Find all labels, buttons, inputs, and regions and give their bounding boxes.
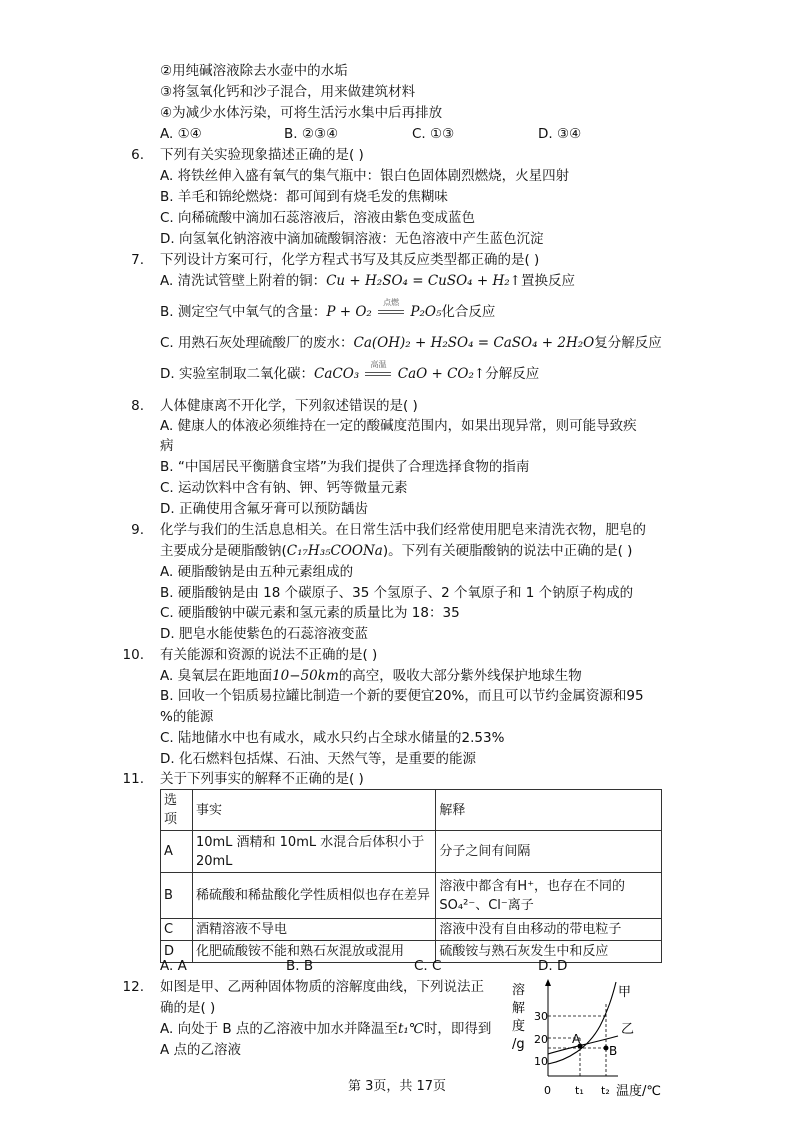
- q12-option-a-line2: A 点的乙溶液: [160, 1042, 242, 1058]
- q8-option-d: D. 正确使用含氟牙膏可以预防龋齿: [160, 501, 368, 517]
- q7-option-d-products: CaO + CO₂↑: [397, 366, 486, 382]
- q12-option-a-b: 时，即得到: [423, 1021, 492, 1037]
- q11-option-d: D. D: [538, 958, 568, 974]
- q11-option-a: A. A: [160, 958, 187, 974]
- table-cell-explanation: 溶液中都含有H⁺，也存在不同的SO₄²⁻、Cl⁻离子: [436, 873, 662, 919]
- q12-option-a-a: A. 向处于 B 点的乙溶液中加水并降温至: [160, 1021, 398, 1037]
- q7-option-d: [160, 360, 540, 384]
- q8-option-a-line1: A. 健康人的体液必须维持在一定的酸碱度范围内，如果出现异常，则可能导致疾: [160, 418, 637, 434]
- point-a-label: A: [572, 1032, 581, 1046]
- exam-page: ②用纯碱溶液除去水壶中的水垢 ③将氢氧化钙和沙子混合，用来做建筑材料 ④为减少水体污染，可将生活污水集中后再排放 A. ①④ B. ②③④ C. ①③ D. ③④ 6. 下列有关实验现象描述正确的是( ) A. 将铁丝伸入盛有氧气的集气瓶中：银白色固体剧烈燃烧，火星四射 B. 羊毛和锦纶燃烧：都可闻到有烧毛发的焦糊味 C. 向稀硫酸中滴加石蕊溶液后，溶液由紫色变成蓝色 D. 向氢氧化钠溶液中滴加硫酸铜溶液：无色溶液中产生蓝色沉淀 7. 下列设计方案可行，化学方程式书写及其反应类型都正确的是( ) A. 清洗试管壁上附着的铜：Cu + H₂SO₄ = CuSO₄ + H₂↑置换反应 B. 测定空气中氧气的含量：P + O₂ 点燃 P₂O₅化合反应 C. 用熟石灰处理硫酸厂的废水：Ca(OH)₂ + H₂SO₄ = CaSO₄ + 2H₂O复分解反应 D. 实验室制取二氧化碳：CaCO₃ 高温 CaO + CO₂↑分解反应 8. 人体健康离不开化学，下列叙述错误的是( ) A. 健康人的体液必须维持在一定的酸碱度范围内，如果出现异常，则可能导致疾 病 B. “中国居民平衡膳食宝塔”为我们提供了合理选择食物的指南 C. 运动饮料中含有钠、钾、钙等微量元素 D. 正确使用含氟牙膏可以预防龋齿 9. 化学与我们的生活息息相关。在日常生活中我们经常使用肥皂来清洗衣物，肥皂的 主要成分是硬脂酸钠(C₁₇H₃₅COONa)。下列有关硬脂酸钠的说法中正确的是( ) A. 硬脂酸钠是由五种元素组成的 B. 硬脂酸钠是由 18 个碳原子、35 个氢原子、2 个氧原子和 1 个钠原子构成的 C. 硬脂酸钠中碳元素和氢元素的质量比为 18：35 D. 肥皂水能使紫色的石蕊溶液变蓝 10. 有关能源和资源的说法不正确的是( ) A. 臭氧层在距地面10−50km的高空，吸收大部分紫外线保护地球生物 B. 回收一个铝质易拉罐比制造一个新的要便宜20%，而且可以节约金属资源和95 %的能源 C. 陆地储水中也有咸水，咸水只约占全球水储量的2.53% D. 化石燃料包括煤、石油、天然气等，是重要的能源 11. 关于下列事实的解释不正确的是( ) 选项 事实 解释 A 10mL 酒精和 10mL 水混合后体积小于 20mL 分子之间有间隔 B 稀硫酸和稀盐酸化学性质相似也存在差异 溶液中都含有H⁺，也存在不同的SO₄²⁻、Cl⁻离子 C 酒精溶液不导电 溶液中没有自由移动的带电粒子 D 化肥硫酸铵不能和熟石灰混放或混用 硫酸铵与熟石灰发生中和反应 A. A B. B C. C D. D 12. 如图是甲、乙两种固体物质的溶解度曲线，下列说法正 确的是( ) A. 向处于 B 点的乙溶液中加水并降温至t₁℃时，即得到 A 点的乙溶液 溶 解 度 /g 30 20 10 0 t₁ t₂ 温度/℃ A B 甲 乙 第 3页，共 17页: [0, 0, 794, 1123]
- page-footer: 第 3页，共 17页: [347, 1079, 447, 1094]
- q5-item-3: ③将氢氧化钙和沙子混合，用来做建筑材料: [160, 84, 416, 100]
- q12-option-a-temperature: t₁℃: [397, 1021, 424, 1037]
- q7-option-c: [160, 333, 662, 353]
- y-tick-20: 20: [534, 1033, 548, 1046]
- table-cell-explanation: 溶液中没有自由移动的带电粒子: [436, 919, 662, 941]
- table-cell-option: B: [161, 873, 193, 919]
- q5-item-2: ②用纯碱溶液除去水壶中的水垢: [160, 63, 348, 79]
- table-cell-fact: 酒精溶液不导电: [192, 919, 435, 941]
- q7-option-d-condition: 高温: [370, 360, 387, 369]
- q7-option-d-text: D. 实验室制取二氧化碳：: [160, 366, 314, 382]
- table-row: [161, 831, 662, 873]
- table-cell-fact: 稀硫酸和稀盐酸化学性质相似也存在差异: [192, 873, 435, 919]
- series-yi-curve: [548, 1036, 618, 1054]
- q7-option-a-text: A. 清洗试管壁上附着的铜：: [160, 273, 327, 289]
- q9-option-b: B. 硬脂酸钠是由 18 个碳原子、35 个氢原子、2 个氧原子和 1 个钠原子构成的: [160, 585, 634, 601]
- q7-option-b-reactants: P + O₂: [326, 304, 372, 320]
- q9-option-a: A. 硬脂酸钠是由五种元素组成的: [160, 564, 354, 580]
- point-b-marker: [604, 1046, 609, 1051]
- q7-option-a-equation: Cu + H₂SO₄ = CuSO₄ + H₂↑: [326, 273, 521, 289]
- table-row: [161, 873, 662, 919]
- q10-option-c: C. 陆地储水中也有咸水，咸水只约占全球水储量的2.53%: [160, 730, 505, 746]
- table-header-cell: 解释: [436, 790, 662, 831]
- q7-option-d-type: 分解反应: [485, 366, 540, 382]
- y-axis-label-4: /g: [512, 1037, 525, 1052]
- y-axis-label-3: 度: [512, 1019, 526, 1034]
- q12-option-a-line1: [160, 1019, 491, 1039]
- q8-option-c: C. 运动饮料中含有钠、钾、钙等微量元素: [160, 480, 408, 496]
- q9-option-d: D. 肥皂水能使紫色的石蕊溶液变蓝: [160, 626, 368, 642]
- q7-stem: 下列设计方案可行，化学方程式书写及其反应类型都正确的是( ): [160, 252, 540, 268]
- q5-option-a: A. ①④: [160, 126, 202, 142]
- q5-item-4: ④为减少水体污染，可将生活污水集中后再排放: [160, 105, 443, 121]
- q6-stem: 下列有关实验现象描述正确的是( ): [160, 147, 364, 163]
- series-yi-label: 乙: [621, 1022, 635, 1037]
- q8-stem: 人体健康离不开化学，下列叙述错误的是( ): [160, 398, 418, 414]
- q6-option-a: A. 将铁丝伸入盛有氧气的集气瓶中：银白色固体剧烈燃烧，火星四射: [160, 168, 570, 184]
- table-row: [161, 941, 662, 963]
- table-row: [161, 919, 662, 941]
- q6-option-d: D. 向氢氧化钠溶液中滴加硫酸铜溶液：无色溶液中产生蓝色沉淀: [160, 231, 544, 247]
- y-axis-arrow-icon: [545, 979, 551, 986]
- q12-stem-line1: 如图是甲、乙两种固体物质的溶解度曲线，下列说法正: [160, 979, 484, 995]
- q7-option-c-equation: Ca(OH)₂ + H₂SO₄ = CaSO₄ + 2H₂O: [353, 335, 595, 351]
- q7-option-a-type: 置换反应: [520, 273, 575, 289]
- table-cell-fact: 10mL 酒精和 10mL 水混合后体积小于 20mL: [192, 831, 435, 873]
- x-tick-t1: t₁: [575, 1084, 584, 1097]
- q5-option-c: C. ①③: [412, 126, 455, 142]
- q7-option-b-product: P₂O₅: [410, 304, 442, 320]
- q5-option-b: B. ②③④: [284, 126, 339, 142]
- q11-table: [160, 789, 662, 963]
- y-tick-10: 10: [534, 1055, 548, 1068]
- q10-option-b-line1: B. 回收一个铝质易拉罐比制造一个新的要便宜20%，而且可以节约金属资源和95: [160, 688, 644, 704]
- table-header-cell: 事实: [192, 790, 435, 831]
- q9-option-c: C. 硬脂酸钠中碳元素和氢元素的质量比为 18：35: [160, 605, 460, 621]
- q6-option-b: B. 羊毛和锦纶燃烧：都可闻到有烧毛发的焦糊味: [160, 189, 448, 205]
- q10-option-a-b: 的高空，吸收大部分紫外线保护地球生物: [338, 668, 582, 684]
- q10-option-a: [160, 666, 582, 686]
- q7-option-a: [160, 271, 575, 291]
- q11-option-b: B. B: [286, 958, 314, 974]
- q5-option-d: D. ③④: [538, 126, 582, 142]
- q9-stem-line2-b: )。下列有关硬脂酸钠的说法中正确的是( ): [382, 543, 633, 559]
- q10-option-b-line2: %的能源: [160, 709, 214, 725]
- x-tick-0: 0: [544, 1084, 551, 1097]
- q10-option-a-range: 10−50km: [272, 668, 339, 684]
- y-axis-label-2: 解: [512, 1001, 526, 1016]
- q7-option-b-condition: 点燃: [383, 298, 400, 307]
- table-cell-option: C: [161, 919, 193, 941]
- point-b-label: B: [609, 1044, 618, 1058]
- table-header-cell: 选项: [161, 790, 193, 831]
- q9-stem-line2: [160, 541, 632, 561]
- q9-formula: C₁₇H₃₅COONa: [286, 543, 383, 559]
- table-cell-option: A: [161, 831, 193, 873]
- q8-option-b: B. “中国居民平衡膳食宝塔”为我们提供了合理选择食物的指南: [160, 459, 530, 475]
- q7-option-d-condition-arrow: [363, 360, 393, 384]
- table-cell-explanation: 分子之间有间隔: [436, 831, 662, 873]
- q6-option-c: C. 向稀硫酸中滴加石蕊溶液后，溶液由紫色变成蓝色: [160, 210, 476, 226]
- q9-stem-line1: 化学与我们的生活息息相关。在日常生活中我们经常使用肥皂来清洗衣物，肥皂的: [160, 522, 646, 538]
- x-tick-t2: t₂: [601, 1084, 610, 1097]
- table-header-row: [161, 790, 662, 831]
- table-cell-fact: 化肥硫酸铵不能和熟石灰混放或混用: [192, 941, 435, 963]
- q7-option-b-condition-arrow: [376, 298, 406, 322]
- y-tick-30: 30: [534, 1010, 548, 1023]
- q7-option-b-type: 化合反应: [441, 304, 496, 320]
- q11-option-c: C. C: [414, 958, 442, 974]
- q8-option-a-line2: 病: [160, 438, 174, 454]
- q7-option-b-text: B. 测定空气中氧气的含量：: [160, 304, 327, 320]
- q7-option-b: [160, 298, 496, 322]
- table-cell-explanation: 硫酸铵与熟石灰发生中和反应: [436, 941, 662, 963]
- q12-stem-line2: 确的是( ): [160, 1000, 216, 1016]
- series-jia-label: 甲: [618, 985, 632, 1000]
- q10-option-d: D. 化石燃料包括煤、石油、天然气等，是重要的能源: [160, 751, 476, 767]
- q7-option-c-type: 复分解反应: [594, 335, 662, 351]
- y-axis-label-1: 溶: [512, 983, 526, 998]
- table-cell-option: D: [161, 941, 193, 963]
- q7-option-d-reactant: CaCO₃: [313, 366, 360, 382]
- q10-stem: 有关能源和资源的说法不正确的是( ): [160, 647, 378, 663]
- q10-option-a-a: A. 臭氧层在距地面: [160, 668, 273, 684]
- q9-stem-line2-a: 主要成分是硬脂酸钠(: [160, 543, 287, 559]
- q7-option-c-text: C. 用熟石灰处理硫酸厂的废水：: [160, 335, 354, 351]
- x-axis-label: 温度/℃: [616, 1084, 661, 1099]
- q11-stem: 关于下列事实的解释不正确的是( ): [160, 771, 364, 787]
